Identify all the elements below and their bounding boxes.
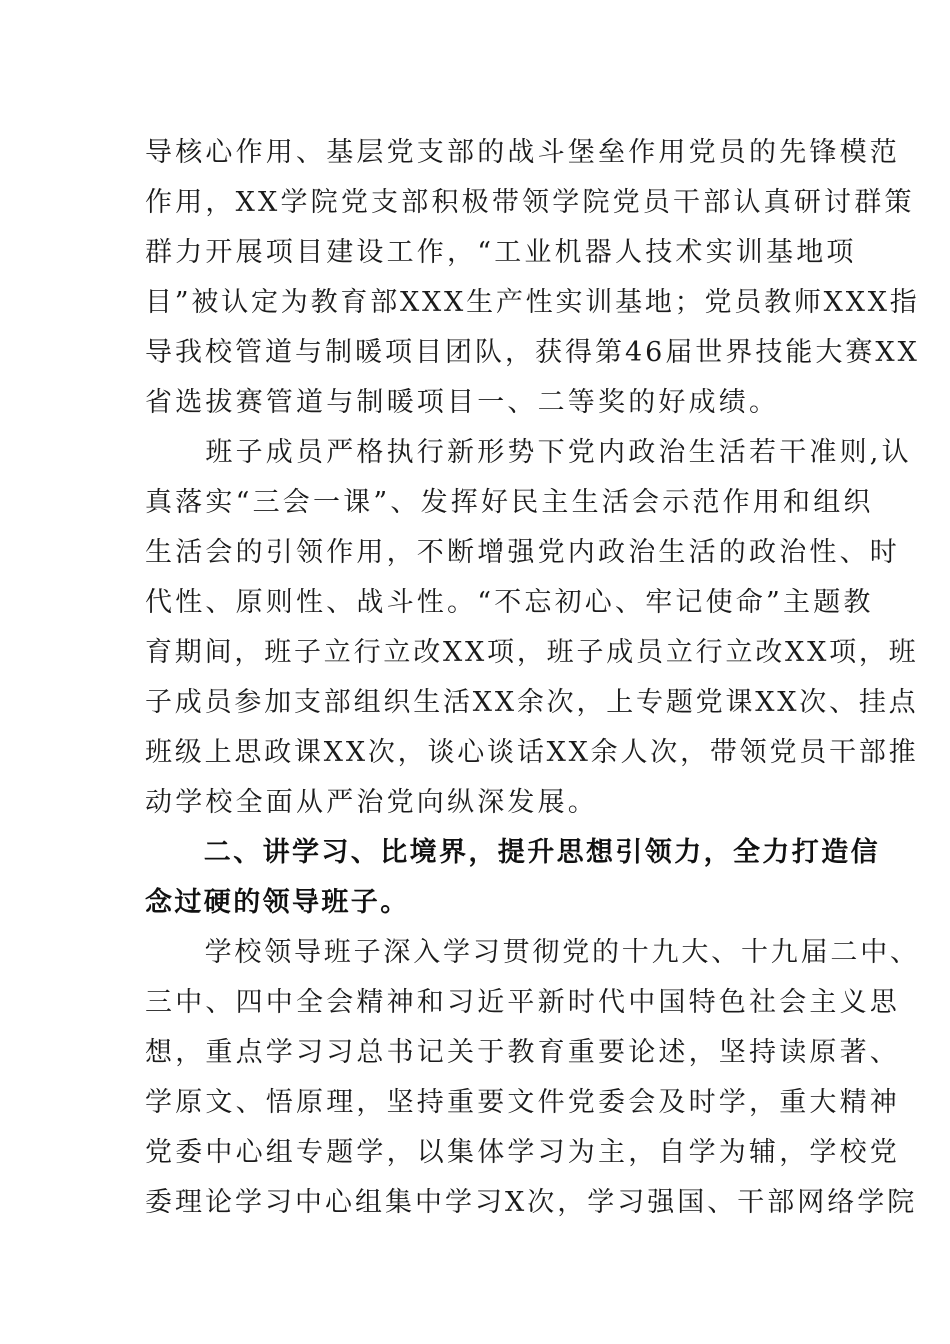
text-line: 导我校管道与制暖项目团队，获得第46届世界技能大赛XX [145, 337, 920, 368]
text-line: 动学校全面从严治党向纵深发展。 [145, 787, 598, 818]
text-line: 想，重点学习习总书记关于教育重要论述，坚持读原著、 [145, 1037, 900, 1068]
text-line: 目”被认定为教育部XXX生产性实训基地；党员教师XXX指 [145, 287, 920, 318]
text-line: 三中、四中全会精神和习近平新时代中国特色社会主义思 [145, 987, 900, 1018]
section-heading-line: 二、讲学习、比境界，提升思想引领力，全力打造信 [145, 837, 880, 868]
text-line: 委理论学习中心组集中学习X次，学习强国、干部网络学院 [145, 1187, 918, 1218]
text-line: 导核心作用、基层党支部的战斗堡垒作用党员的先锋模范 [145, 137, 900, 168]
text-line: 子成员参加支部组织生活XX余次，上专题党课XX次、挂点 [145, 687, 919, 718]
text-line: 群力开展项目建设工作，“工业机器人技术实训基地项 [145, 237, 857, 268]
text-line: 班子成员严格执行新形势下党内政治生活若干准则,认 [145, 437, 912, 468]
text-line: 作用，XX学院党支部积极带领学院党员干部认真研讨群策 [145, 187, 915, 218]
text-line: 学原文、悟原理，坚持重要文件党委会及时学，重大精神 [145, 1087, 900, 1118]
text-line: 育期间，班子立行立改XX项，班子成员立行立改XX项，班 [145, 637, 919, 668]
text-line: 真落实“三会一课”、发挥好民主生活会示范作用和组织 [145, 487, 874, 518]
text-line: 生活会的引领作用，不断增强党内政治生活的政治性、时 [145, 537, 900, 568]
text-line: 党委中心组专题学，以集体学习为主，自学为辅，学校党 [145, 1137, 900, 1168]
text-line: 班级上思政课XX次，谈心谈话XX余人次，带领党员干部推 [145, 737, 919, 768]
text-line: 代性、原则性、战斗性。“不忘初心、牢记使命”主题教 [145, 587, 874, 618]
text-line: 学校领导班子深入学习贯彻党的十九大、十九届二中、 [145, 937, 920, 968]
text-line: 省选拔赛管道与制暖项目一、二等奖的好成绩。 [145, 387, 780, 418]
section-heading-line: 念过硬的领导班子。 [145, 887, 410, 918]
